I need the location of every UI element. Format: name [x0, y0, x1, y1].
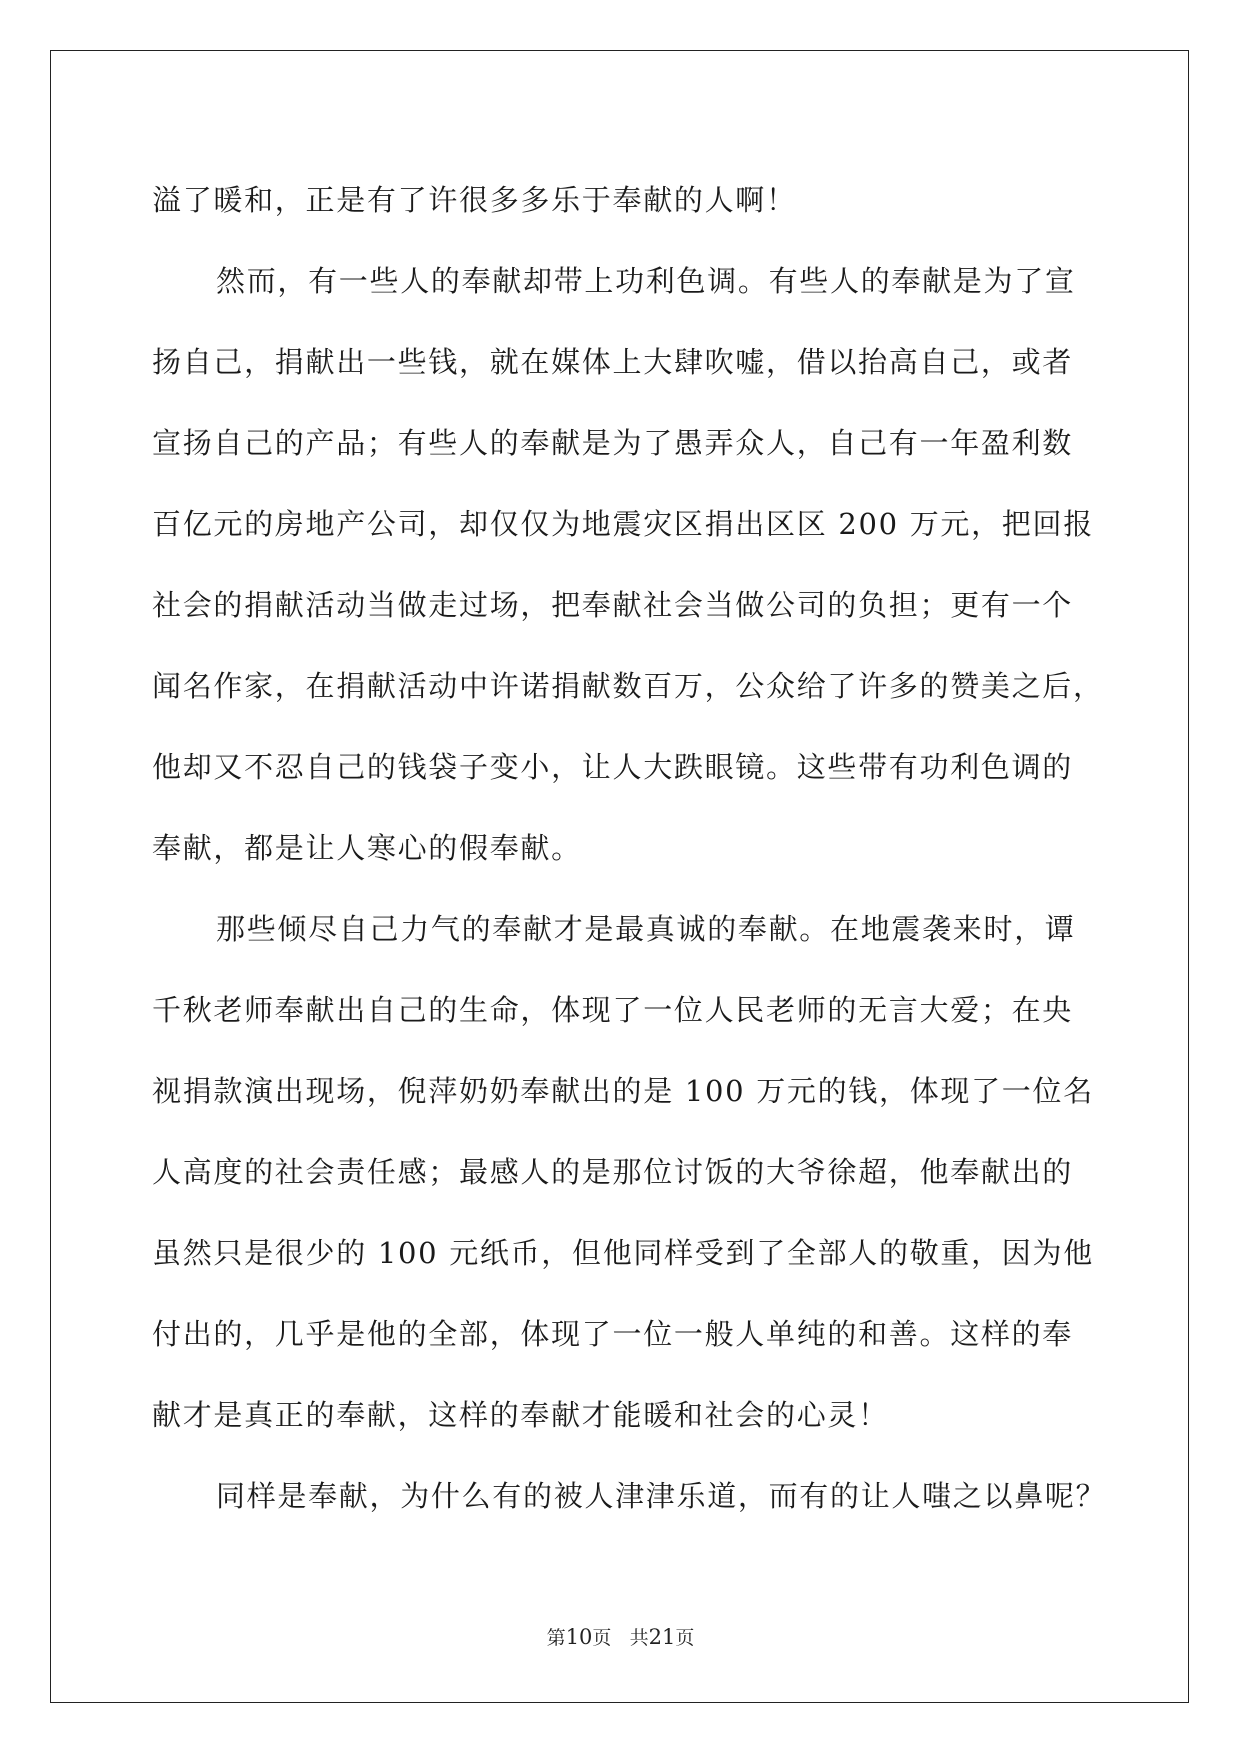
- paragraph-first-line: 同样是奉献，为什么有的被人津津乐道，而有的让人嗤之以鼻呢？: [216, 1479, 1107, 1513]
- page-suffix: 页: [592, 1627, 612, 1649]
- paragraph-first-line: 然而，有一些人的奉献却带上功利色调。有些人的奉献是为了宣: [216, 264, 1076, 298]
- text-line: 溢了暖和，正是有了许很多多乐于奉献的人啊！: [152, 183, 797, 217]
- text-line: 付出的，几乎是他的全部，体现了一位一般人单纯的和善。这样的奉: [152, 1317, 1074, 1351]
- document-body: [152, 160, 1107, 1537]
- total-pages: 21: [648, 1625, 676, 1649]
- text-line: 奉献，都是让人寒心的假奉献。: [152, 831, 582, 865]
- text-line: 人高度的社会责任感；最感人的是那位讨饭的大爷徐超，他奉献出的: [152, 1155, 1074, 1189]
- text-line: 百亿元的房地产公司，却仅仅为地震灾区捐出区区 200 万元，把回报: [152, 507, 1094, 541]
- text-line: 虽然只是很少的 100 元纸币，但他同样受到了全部人的敬重，因为他: [152, 1236, 1094, 1270]
- text-line: 视捐款演出现场，倪萍奶奶奉献出的是 100 万元的钱，体现了一位名: [152, 1074, 1094, 1108]
- text-line: 闻名作家，在捐献活动中许诺捐献数百万，公众给了许多的赞美之后，: [152, 669, 1104, 703]
- page-footer: [0, 1625, 1241, 1650]
- text-line: 宣扬自己的产品；有些人的奉献是为了愚弄众人，自己有一年盈利数: [152, 426, 1074, 460]
- page-number: 10: [565, 1625, 593, 1649]
- text-line: 扬自己，捐献出一些钱，就在媒体上大肆吹嘘，借以抬高自己，或者: [152, 345, 1074, 379]
- text-line: 献才是真正的奉献，这样的奉献才能暖和社会的心灵！: [152, 1398, 889, 1432]
- text-line: 社会的捐献活动当做走过场，把奉献社会当做公司的负担；更有一个: [152, 588, 1074, 622]
- page-prefix: 第: [546, 1627, 566, 1649]
- paragraph-first-line: 那些倾尽自己力气的奉献才是最真诚的奉献。在地震袭来时，谭: [216, 912, 1076, 946]
- total-suffix: 页: [675, 1627, 695, 1649]
- text-line: 他却又不忍自己的钱袋子变小，让人大跌眼镜。这些带有功利色调的: [152, 750, 1074, 784]
- text-line: 千秋老师奉献出自己的生命，体现了一位人民老师的无言大爱；在央: [152, 993, 1074, 1027]
- total-prefix: 共: [629, 1627, 649, 1649]
